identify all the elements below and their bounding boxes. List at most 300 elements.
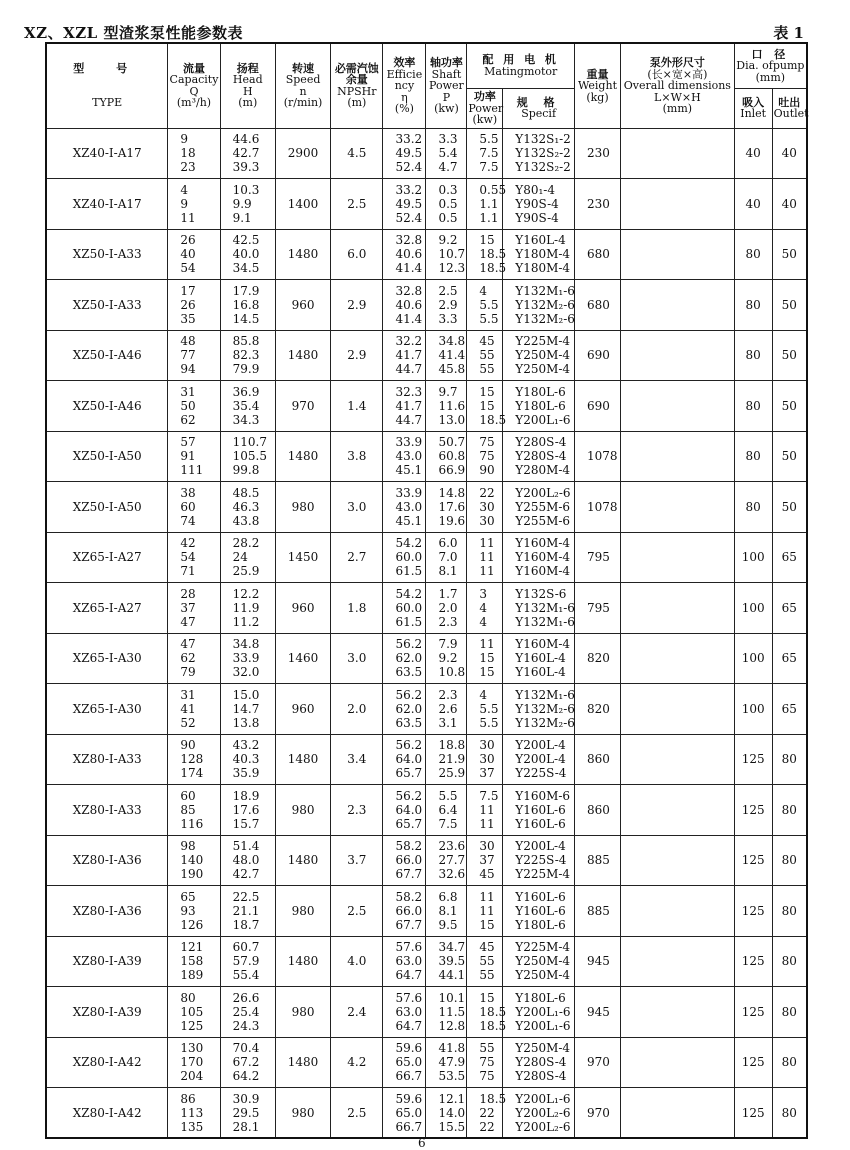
model-cell: XZ50-I-A46 [46,330,168,381]
motor-spec-cell-value: Y90S-4 [515,196,559,211]
head-cell-value: 44.6 [232,132,260,147]
shaft-power-cell [426,229,467,280]
outlet-cell: 80 [772,886,807,937]
head-cell-value: 43.8 [232,513,260,528]
efficiency-cell-value: 33.2 [395,182,423,197]
motor-spec-cell [503,936,575,987]
dimensions-cell [621,330,735,381]
shaft-power-cell-value: 41.8 [438,1041,466,1056]
model-cell: XZ50-I-A33 [46,280,168,331]
flow-cell [168,785,220,836]
motor-power-cell-value: 15 [479,917,495,932]
flow-cell-value: 189 [180,968,204,983]
head-cell-value: 105.5 [232,449,267,464]
efficiency-cell-value: 33.9 [395,435,423,450]
motor-power-cell [467,987,507,1038]
head-cell-value: 18.9 [232,788,260,803]
flow-cell-value: 50 [180,398,196,413]
head-cell-value: 30.9 [232,1091,260,1106]
motor-spec-cell [503,1088,575,1139]
flow-cell-value: 38 [180,485,196,500]
page-number: 6 [418,1136,426,1150]
shaft-power-cell [426,886,467,937]
motor-power-cell [467,431,503,482]
flow-cell-value: 41 [180,701,196,716]
head-cell [220,684,275,735]
model-cell: XZ50-I-A50 [46,431,168,482]
motor-spec-cell-value: Y132M₁-6 [515,283,575,298]
speed-cell: 980 [275,1088,330,1139]
speed-cell: 960 [275,684,330,735]
shaft-power-cell-value: 27.7 [438,853,466,868]
efficiency-cell [383,229,426,280]
head-cell-value: 48.5 [232,485,260,500]
head-cell-value: 70.4 [232,1041,260,1056]
shaft-power-cell-value: 11.5 [438,1004,466,1019]
header-motor-spec: 规 格 Specif [503,89,575,129]
head-cell-value: 17.6 [232,802,260,817]
head-cell [220,280,275,331]
flow-cell-value: 79 [180,665,196,680]
motor-spec-cell-value: Y160M-4 [515,637,571,652]
motor-power-cell [467,785,503,836]
shaft-power-cell [426,330,467,381]
outlet-cell: 65 [772,532,807,583]
motor-spec-cell [503,330,575,381]
outlet-cell: 40 [772,179,807,230]
head-cell-value: 14.5 [232,311,260,326]
motor-spec-cell-value: Y200L₂-6 [515,485,571,500]
head-cell [220,381,275,432]
motor-spec-cell-value: Y225S-4 [515,766,567,781]
shaft-power-cell-value: 66.9 [438,463,466,478]
flow-cell-value: 31 [180,687,196,702]
head-cell-value: 33.9 [232,651,260,666]
motor-power-cell-value: 90 [479,463,495,478]
head-cell [220,936,275,987]
motor-power-cell-value: 55 [479,362,495,377]
dimensions-cell [621,532,735,583]
flow-cell [168,431,220,482]
head-cell-value: 9.1 [232,210,252,225]
motor-power-cell-value: 55 [479,968,495,983]
table-number: 表 1 [773,24,804,42]
weight-cell: 1078 [574,482,620,533]
head-cell [220,128,275,179]
shaft-power-cell-value: 12.1 [438,1091,466,1106]
model-cell: XZ80-I-A33 [46,785,168,836]
efficiency-cell-value: 66.0 [395,903,423,918]
npsh-cell: 2.4 [331,987,383,1038]
shaft-power-cell-value: 2.6 [438,701,458,716]
table-row [46,280,807,331]
motor-spec-cell-value: Y80₁-4 [515,182,555,197]
speed-cell: 1400 [275,179,330,230]
shaft-power-cell-value: 12.8 [438,1018,466,1033]
efficiency-cell-value: 44.7 [395,412,423,427]
head-cell-value: 60.7 [232,940,260,955]
shaft-power-cell-value: 21.9 [438,752,466,767]
flow-cell-value: 9 [180,132,189,147]
flow-cell-value: 91 [180,449,196,464]
shaft-power-cell-value: 34.8 [438,334,466,349]
model-cell: XZ50-I-A50 [46,482,168,533]
shaft-power-cell [426,482,467,533]
dimensions-cell [621,936,735,987]
weight-cell: 970 [574,1088,620,1139]
shaft-power-cell-value: 0.5 [438,210,458,225]
motor-power-cell [467,1088,507,1139]
efficiency-cell [383,532,426,583]
motor-spec-cell-value: Y255M-6 [515,499,571,514]
model-cell: XZ80-I-A39 [46,936,168,987]
efficiency-cell-value: 52.4 [395,210,423,225]
shaft-power-cell-value: 10.8 [438,665,466,680]
efficiency-cell [383,431,426,482]
model-cell: XZ40-I-A17 [46,128,168,179]
inlet-cell: 40 [734,179,772,230]
flow-cell [168,1088,220,1139]
efficiency-cell-value: 33.9 [395,485,423,500]
flow-cell-value: 37 [180,600,196,615]
flow-cell-value: 31 [180,384,196,399]
head-cell [220,482,275,533]
shaft-power-cell [426,280,467,331]
efficiency-cell-value: 64.7 [395,968,423,983]
efficiency-cell-value: 41.4 [395,311,423,326]
efficiency-cell-value: 66.7 [395,1069,423,1084]
motor-power-cell-value: 11 [479,536,495,551]
motor-spec-cell-value: Y160L-4 [515,665,566,680]
shaft-power-cell-value: 32.6 [438,867,466,882]
efficiency-cell [383,1088,426,1139]
motor-spec-cell [503,179,575,230]
head-cell [220,633,275,684]
motor-spec-cell-value: Y180L-6 [515,917,566,932]
motor-power-cell-value: 15 [479,398,495,413]
motor-spec-cell-value: Y160L-6 [515,889,566,904]
motor-spec-cell-value: Y250M-4 [515,1041,571,1056]
motor-spec-cell-value: Y200L-4 [515,752,566,767]
flow-cell-value: 90 [180,738,196,753]
flow-cell-value: 17 [180,283,196,298]
flow-cell-value: 126 [180,917,204,932]
shaft-power-cell-value: 19.6 [438,513,466,528]
flow-cell-value: 35 [180,311,196,326]
head-cell [220,835,275,886]
shaft-power-cell-value: 47.9 [438,1055,466,1070]
efficiency-cell-value: 32.8 [395,233,423,248]
motor-spec-cell-value: Y280S-4 [515,1055,567,1070]
motor-spec-cell-value: Y160L-6 [515,816,566,831]
outlet-cell: 80 [772,835,807,886]
motor-power-cell-value: 1.1 [479,196,499,211]
efficiency-cell-value: 56.2 [395,687,423,702]
flow-cell-value: 48 [180,334,196,349]
table-row [46,633,807,684]
shaft-power-cell-value: 3.1 [438,715,458,730]
motor-power-cell [467,936,503,987]
table-row [46,936,807,987]
efficiency-cell-value: 57.6 [395,940,423,955]
shaft-power-cell-value: 34.7 [438,940,466,955]
flow-cell-value: 54 [180,550,196,565]
motor-power-cell [467,229,507,280]
shaft-power-cell-value: 9.7 [438,384,458,399]
table-row [46,734,807,785]
head-cell-value: 85.8 [232,334,260,349]
head-cell-value: 34.3 [232,412,260,427]
header-dimensions: 泵外形尺寸 (长×宽×高) Overall dimensions L×W×H (mm) [621,43,735,128]
efficiency-cell-value: 54.2 [395,586,423,601]
flow-cell-value: 128 [180,752,204,767]
flow-cell [168,229,220,280]
head-cell [220,1088,275,1139]
head-cell [220,583,275,634]
flow-cell-value: 105 [180,1004,204,1019]
motor-power-cell-value: 0.55 [479,182,507,197]
flow-cell [168,936,220,987]
head-cell-value: 25.9 [232,564,260,579]
motor-spec-cell-value: Y280S-4 [515,449,567,464]
shaft-power-cell-value: 14.0 [438,1105,466,1120]
head-cell-value: 24 [232,550,248,565]
flow-cell [168,987,220,1038]
motor-spec-cell-value: Y132M₁-6 [515,600,575,615]
motor-power-cell-value: 11 [479,802,495,817]
dimensions-cell [621,734,735,785]
flow-cell [168,532,220,583]
head-cell [220,1037,275,1088]
motor-power-cell-value: 30 [479,513,495,528]
shaft-power-cell [426,1037,467,1088]
shaft-power-cell [426,1088,467,1139]
head-cell-value: 99.8 [232,463,260,478]
motor-spec-cell-value: Y250M-4 [515,954,571,969]
weight-cell: 885 [574,886,620,937]
efficiency-cell [383,734,426,785]
motor-spec-cell-value: Y180M-4 [515,261,571,276]
inlet-cell: 125 [734,1088,772,1139]
shaft-power-cell [426,583,467,634]
header-flow: 流量 Capacity Q (m³/h) [168,43,220,128]
motor-power-cell-value: 4 [479,600,488,615]
dimensions-cell [621,987,735,1038]
npsh-cell: 6.0 [331,229,383,280]
dimensions-cell [621,229,735,280]
motor-power-cell-value: 45 [479,940,495,955]
shaft-power-cell-value: 44.1 [438,968,466,983]
head-cell-value: 25.4 [232,1004,260,1019]
motor-power-cell-value: 15 [479,651,495,666]
inlet-cell: 80 [734,280,772,331]
shaft-power-cell-value: 7.5 [438,816,458,831]
motor-spec-cell-value: Y280S-4 [515,1069,567,1084]
head-cell-value: 110.7 [232,435,267,450]
motor-power-cell-value: 22 [479,1105,495,1120]
inlet-cell: 125 [734,886,772,937]
outlet-cell: 50 [772,229,807,280]
efficiency-cell-value: 61.5 [395,564,423,579]
weight-cell: 795 [574,532,620,583]
shaft-power-cell-value: 7.0 [438,550,458,565]
efficiency-cell-value: 32.2 [395,334,423,349]
head-cell-value: 82.3 [232,348,260,363]
shaft-power-cell [426,431,467,482]
inlet-cell: 125 [734,734,772,785]
header-motor: 配 用 电 机 Matingmotor [467,43,575,89]
motor-power-cell-value: 4 [479,687,488,702]
table-row [46,381,807,432]
head-cell-value: 29.5 [232,1105,260,1120]
inlet-cell: 80 [734,330,772,381]
inlet-cell: 125 [734,835,772,886]
header-inlet: 吸入 Inlet [734,89,772,129]
npsh-cell: 2.7 [331,532,383,583]
table-row [46,684,807,735]
motor-spec-cell [503,381,575,432]
dimensions-cell [621,1037,735,1088]
motor-spec-cell-value: Y160L-4 [515,233,566,248]
inlet-cell: 80 [734,229,772,280]
head-cell-value: 35.9 [232,766,260,781]
head-cell [220,330,275,381]
pump-performance-table [45,42,808,1139]
speed-cell: 980 [275,785,330,836]
efficiency-cell-value: 45.1 [395,463,423,478]
head-cell-value: 26.6 [232,990,260,1005]
shaft-power-cell-value: 3.3 [438,311,458,326]
weight-cell: 680 [574,229,620,280]
efficiency-cell-value: 41.4 [395,261,423,276]
motor-spec-cell-value: Y132S₂-2 [515,146,571,161]
inlet-cell: 80 [734,381,772,432]
shaft-power-cell-value: 15.5 [438,1119,466,1134]
motor-spec-cell-value: Y132M₁-6 [515,687,575,702]
outlet-cell: 50 [772,280,807,331]
efficiency-cell [383,179,426,230]
speed-cell: 980 [275,987,330,1038]
motor-power-cell-value: 4 [479,614,488,629]
dimensions-cell [621,128,735,179]
motor-spec-cell-value: Y160L-4 [515,651,566,666]
shaft-power-cell-value: 2.3 [438,687,458,702]
shaft-power-cell-value: 9.5 [438,917,458,932]
head-cell-value: 15.7 [232,816,260,831]
motor-power-cell-value: 7.5 [479,788,499,803]
motor-power-cell-value: 55 [479,348,495,363]
outlet-cell: 65 [772,684,807,735]
shaft-power-cell [426,785,467,836]
model-cell: XZ80-I-A39 [46,987,168,1038]
shaft-power-cell-value: 10.7 [438,247,466,262]
dimensions-cell [621,684,735,735]
efficiency-cell-value: 41.7 [395,398,423,413]
flow-cell-value: 140 [180,853,204,868]
efficiency-cell [383,482,426,533]
inlet-cell: 100 [734,633,772,684]
efficiency-cell-value: 67.7 [395,917,423,932]
header-diameter: 口 径 Dia. ofpump (mm) [734,43,807,89]
head-cell-value: 32.0 [232,665,260,680]
shaft-power-cell-value: 23.6 [438,839,466,854]
head-cell-value: 21.1 [232,903,260,918]
motor-spec-cell-value: Y200L₁-6 [515,1091,571,1106]
header-shaft-power: 轴功率 Shaft Power P (kw) [426,43,467,128]
npsh-cell: 3.0 [331,633,383,684]
head-cell [220,734,275,785]
shaft-power-cell-value: 53.5 [438,1069,466,1084]
motor-power-cell-value: 18.5 [479,247,507,262]
motor-spec-cell [503,886,575,937]
efficiency-cell-value: 59.6 [395,1091,423,1106]
flow-cell [168,482,220,533]
motor-spec-cell-value: Y132M₂-6 [515,311,575,326]
efficiency-cell-value: 65.0 [395,1055,423,1070]
motor-power-cell-value: 15 [479,665,495,680]
motor-power-cell-value: 55 [479,1041,495,1056]
shaft-power-cell-value: 5.4 [438,146,458,161]
motor-power-cell-value: 22 [479,1119,495,1134]
flow-cell-value: 23 [180,160,196,175]
flow-cell-value: 125 [180,1018,204,1033]
efficiency-cell [383,886,426,937]
shaft-power-cell-value: 14.8 [438,485,466,500]
efficiency-cell-value: 49.5 [395,146,423,161]
efficiency-cell-value: 63.0 [395,1004,423,1019]
speed-cell: 1480 [275,330,330,381]
head-cell-value: 39.3 [232,160,260,175]
head-cell [220,431,275,482]
motor-power-cell-value: 5.5 [479,311,499,326]
flow-cell-value: 26 [180,233,196,248]
shaft-power-cell-value: 18.8 [438,738,466,753]
shaft-power-cell [426,936,467,987]
shaft-power-cell-value: 13.0 [438,412,466,427]
head-cell-value: 51.4 [232,839,260,854]
speed-cell: 980 [275,886,330,937]
table-row [46,583,807,634]
flow-cell [168,583,220,634]
flow-cell-value: 71 [180,564,196,579]
outlet-cell: 65 [772,583,807,634]
motor-spec-cell-value: Y160L-6 [515,903,566,918]
efficiency-cell [383,835,426,886]
efficiency-cell [383,1037,426,1088]
shaft-power-cell-value: 3.3 [438,132,458,147]
head-cell-value: 18.7 [232,917,260,932]
efficiency-cell-value: 58.2 [395,889,423,904]
model-cell: XZ80-I-A42 [46,1088,168,1139]
motor-power-cell-value: 15 [479,233,495,248]
header-outlet: 吐出 Outlet [772,89,807,129]
motor-power-cell [467,381,507,432]
efficiency-cell [383,128,426,179]
head-cell [220,785,275,836]
outlet-cell: 80 [772,987,807,1038]
efficiency-cell-value: 56.2 [395,637,423,652]
flow-cell-value: 190 [180,867,204,882]
head-cell-value: 12.2 [232,586,260,601]
efficiency-cell-value: 65.7 [395,766,423,781]
inlet-cell: 80 [734,431,772,482]
head-cell-value: 14.7 [232,701,260,716]
npsh-cell: 2.5 [331,179,383,230]
motor-power-cell-value: 45 [479,867,495,882]
table-row [46,431,807,482]
header-motor-power: 功率 Power (kw) [467,89,503,129]
outlet-cell: 50 [772,330,807,381]
